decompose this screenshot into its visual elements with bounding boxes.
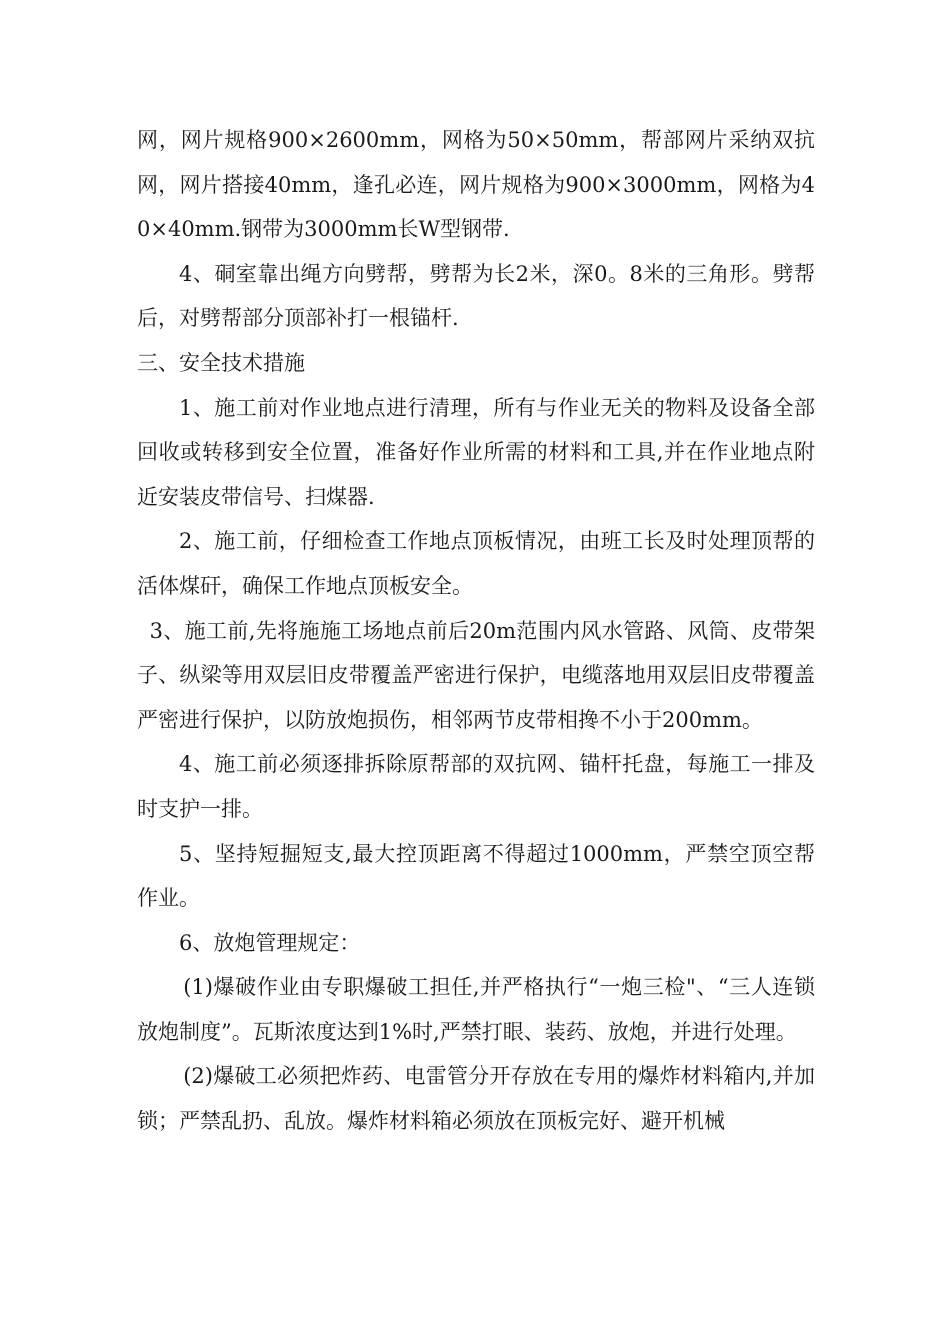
- paragraph-item-1: 1、施工前对作业地点进行清理，所有与作业无关的物料及设备全部回收或转移到安全位置，准备好作业所需的材料和工具,并在作业地点附近安装皮带信号、扫煤器.: [137, 395, 815, 509]
- section-heading-safety-measures: 三、安全技术措施: [137, 350, 305, 375]
- paragraph-subitem-2: (2)爆破工必须把炸药、电雷管分开存放在专用的爆炸材料箱内,并加锁；严禁乱扔、乱放。爆炸材料箱必须放在顶板完好、避开机械: [137, 1064, 815, 1134]
- document-body: [137, 118, 815, 1144]
- paragraph-item-5: 5、坚持短掘短支,最大控顶距离不得超过1000mm，严禁空顶空帮作业。: [137, 841, 815, 911]
- paragraph-subitem-1: (1)爆破作业由专职爆破工担任,并严格执行“一炮三检"、“三人连锁放炮制度”。瓦斯浓度达到1%时,严禁打眼、装药、放炮，并进行处理。: [137, 975, 815, 1044]
- paragraph-mesh-spec: 网，网片规格900×2600mm，网格为50×50mm，帮部网片采纳双抗网，网片搭接40mm，逢孔必连，网片规格为900×3000mm，网格为40×40mm.钢带为3000mm长W型钢带.: [137, 128, 815, 242]
- paragraph-item-4-chamber: 4、硐室靠出绳方向劈帮，劈帮为长2米，深0。8米的三角形。劈帮后，对劈帮部分顶部补打一根锚杆.: [137, 261, 815, 331]
- paragraph-item-6-heading: 6、放炮管理规定：: [179, 930, 361, 955]
- paragraph-item-3: 3、施工前,先将施施工场地点前后20m范围内风水管路、风筒、皮带架子、纵梁等用双层旧皮带覆盖严密进行保护，电缆落地用双层旧皮带覆盖严密进行保护，以防放炮损伤，相邻两节皮带相搀不小于200mm。: [137, 618, 815, 732]
- paragraph-item-4: 4、施工前必须逐排拆除原帮部的双抗网、锚杆托盘，每施工一排及时支护一排。: [137, 752, 815, 821]
- paragraph-item-2: 2、施工前，仔细检查工作地点顶板情况，由班工长及时处理顶帮的活体煤矸，确保工作地点顶板安全。: [137, 529, 815, 598]
